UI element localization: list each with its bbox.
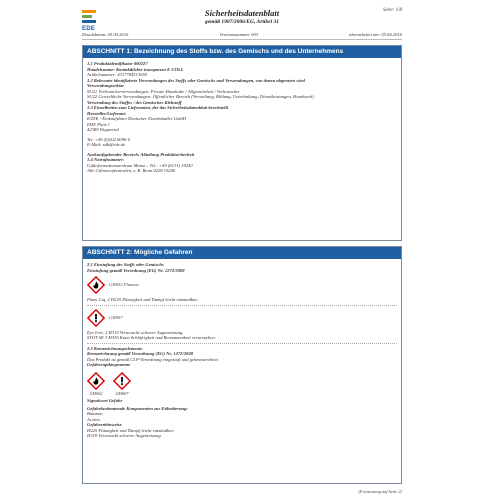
document-title: Sicherheitsdatenblatt bbox=[204, 8, 280, 18]
section-1-line: Artikelnummer: 4317784513650 bbox=[87, 72, 148, 77]
ghs02-row bbox=[87, 276, 397, 294]
section-1-line: Hersteller/Lieferant: bbox=[87, 110, 127, 116]
section-1-line: EDE Platz 1 bbox=[87, 121, 110, 127]
s2-heading-classification: 2.1 Einstufung des Stoffs oder Gemischs bbox=[87, 262, 164, 267]
exclamation-icon bbox=[87, 309, 105, 327]
exclamation-icon bbox=[113, 372, 131, 390]
clp-statement: Das Produkt ist gemäß CLP-Verordnung eingestuft und gekennzeichnet. bbox=[87, 356, 219, 362]
s2-heading-components: Gefahrbestimmende Komponenten zur Etikettierung: bbox=[87, 405, 188, 411]
continued-note: (Fortsetzung auf Seite 2) bbox=[358, 489, 402, 494]
component-butanon: Butanon bbox=[87, 411, 103, 416]
version-number: Versionsnummer 003 bbox=[219, 32, 259, 37]
pictogram-label: GHS07 bbox=[115, 390, 129, 396]
section-2-body bbox=[83, 259, 401, 442]
pictogram-ghs02 bbox=[87, 372, 105, 397]
section-1-line: Giftinformationszentrum Mainz – Tel.: +49 (6131) 19240 bbox=[87, 162, 193, 168]
logo-text: EDE bbox=[82, 26, 96, 32]
section-1-line: Auskunftgebender Bereich: Abteilung Produktsicherheit bbox=[87, 151, 195, 157]
s2-heading-regulation: Einstufung gemäß Verordnung (EG) Nr. 1272/2008 bbox=[87, 267, 185, 273]
section-1-line: SU22 Gewerbliche Verwendungen: Öffentlicher Bereich (Verwaltung, Bildung, Unterhaltung, Dienstleistungen, Handwerk) bbox=[87, 94, 314, 99]
section-1-line: E/D/E - Einkaufsbüro Deutscher Eisenhändler GmbH bbox=[87, 116, 186, 121]
section-1-line: 1.3 Einzelheiten zum Lieferanten, der das Sicherheitsdatenblatt bereitstellt bbox=[87, 105, 229, 110]
section-1-line: E-Mail: sdb@ede.de bbox=[87, 142, 126, 147]
section-1-line: 1.2 Relevante identifizierte Verwendungen des Stoffs oder Gemischs und Verwendungen, von denen abgeraten wird bbox=[87, 77, 305, 83]
document-subtitle: gemäß 1907/2006/EG, Artikel 31 bbox=[204, 19, 280, 25]
s2-heading-labelling: 2.2 Kennzeichnungselemente bbox=[87, 345, 143, 351]
flame-icon bbox=[87, 276, 105, 294]
ghs07-row bbox=[87, 309, 397, 327]
section-1-line: Verwendungssektor bbox=[87, 83, 125, 88]
s2-heading-hazard-statements: Gefahrenhinweise bbox=[87, 422, 122, 427]
section-2-heading: ABSCHNITT 2: Mögliche Gefahren bbox=[83, 247, 401, 259]
section-1 bbox=[82, 45, 402, 241]
print-date: Druckdatum: 05.04.2016 bbox=[82, 32, 129, 37]
signal-word: Signalwort Gefahr bbox=[87, 398, 123, 403]
page-header bbox=[82, 8, 402, 40]
s2-heading-pictograms: Gefahrenpiktogramme bbox=[87, 362, 131, 367]
divider bbox=[87, 343, 397, 344]
flam-liq-line: Flam. Liq. 2 H225 Flüssigkeit und Dampf leicht entzündbar. bbox=[87, 297, 198, 302]
divider bbox=[87, 305, 397, 306]
section-1-line: 1.1 Produktidentifikator 000227 bbox=[87, 61, 148, 66]
eye-irrit-line: Eye Irrit. 2 H319 Verursacht schwere Augenreizung. bbox=[87, 329, 184, 335]
stot-line: STOT SE 3 H336 Kann Schläfrigkeit und Benommenheit verursachen. bbox=[87, 335, 216, 340]
page-number: Seite: 1/8 bbox=[382, 8, 402, 13]
section-1-line: 1.4 Notrufnummer: bbox=[87, 157, 125, 162]
ghs02-label: GHS02 Flamme bbox=[109, 282, 139, 288]
section-1-heading: ABSCHNITT 1: Bezeichnung des Stoffs bzw. des Gemischs und des Unternehmens bbox=[83, 46, 401, 58]
hazard-h225: H225 Flüssigkeit und Dampf leicht entzündbar. bbox=[87, 427, 175, 433]
component-aceton: Aceton bbox=[87, 416, 100, 422]
section-1-line: Handelsname: Kontaktkleber transparent E-COLL bbox=[87, 66, 184, 72]
pictogram-label: GHS02 bbox=[89, 390, 103, 396]
s2-heading-labelling-regulation: Kennzeichnung gemäß Verordnung (EG) Nr. 1272/2008 bbox=[87, 351, 193, 356]
pictogram-group bbox=[87, 372, 397, 397]
ghs07-label: GHS07 bbox=[109, 314, 123, 320]
hazard-h319: H319 Verursacht schwere Augenreizung. bbox=[87, 433, 162, 438]
section-1-line: Alle Giftnotrufzentralen, z. B. Bonn 0228 19240 bbox=[87, 168, 176, 173]
meta-row bbox=[82, 32, 402, 37]
section-1-body bbox=[83, 58, 401, 177]
section-2 bbox=[82, 246, 402, 484]
flame-icon bbox=[87, 372, 105, 390]
section-1-line: SU21 Verbraucherverwendungen: Private Haushalte / Allgemeinheit / Verbraucher bbox=[87, 88, 240, 94]
section-1-line: 42389 Wuppertal bbox=[87, 127, 119, 132]
pictogram-ghs07 bbox=[113, 372, 131, 397]
section-1-line: Verwendung des Stoffes / des Gemisches Klebstoff bbox=[87, 99, 182, 105]
document-page bbox=[82, 8, 402, 494]
revised-date: überarbeitet am: 05.04.2016 bbox=[349, 32, 402, 37]
section-1-line: Tel. +49 (0)202 6096-0 bbox=[87, 136, 130, 142]
